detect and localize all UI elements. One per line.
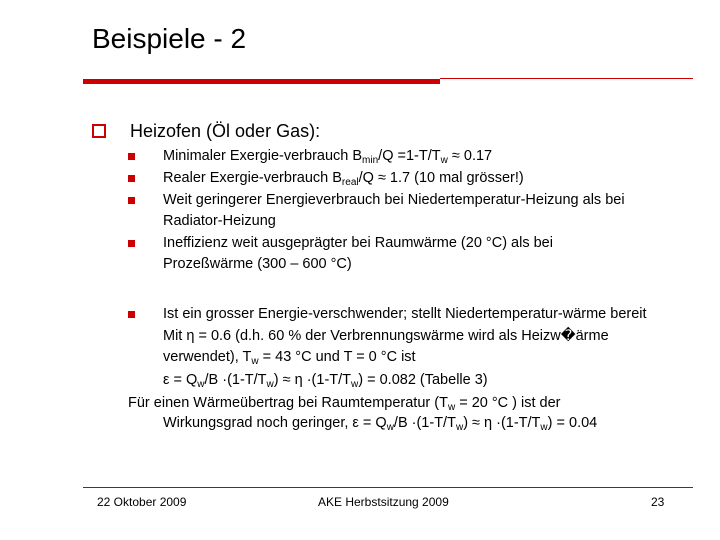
page-number: 23 [651,495,665,509]
title-underline-thin [440,78,693,79]
bullet-text: Realer Exergie-verbrauch $B_{real}/Q \approx 1.7$ (10 mal grösser!) [163,170,524,188]
hollow-square-bullet-icon [92,124,106,138]
para-line: verwendet), $T_w = 43$ °C und T = 0 °C ist [163,349,416,367]
heading-text: Heizofen (Öl oder Gas): [130,121,321,141]
square-bullet-icon [128,311,135,318]
square-bullet-icon [128,197,135,204]
bullet-text: Ineffizienz weit ausgeprägter bei Raumwärme (20 °C) als bei Prozeßwärme (300 – 600 °C) [163,235,553,272]
footer-divider [83,487,693,488]
footer-date: 22 Oktober 2009 [97,495,187,509]
square-bullet-icon [128,175,135,182]
square-bullet-icon [128,240,135,247]
bullet-text: Weit geringerer Energieverbrauch bei Niedertemperatur-Heizung als bei Radiator-Heizung [163,192,625,229]
bullet-text: Minimaler Exergie-verbrauch $B_{min}/Q =1-T/T_w \approx 0.17$ [163,148,493,166]
slide-title: Beispiele - 2 [92,23,247,54]
square-bullet-icon [128,153,135,160]
para-line: Mit η = 0.6 (d.h. 60 % der Verbrennungswärme wird als Heizw�ärme [163,328,609,344]
para-line: Wirkungsgrad noch geringer, $\varepsilon = Q_w/B \cdot(1-T/T_w) \approx \eta \cdot(1-T/T_w) = 0.04$ [163,415,598,433]
para-line: $\varepsilon = Q_w/B \cdot(1-T/T_w) \approx \eta \cdot(1-T/T_w) = 0.082$ (Tabelle 3) [163,372,488,390]
bullet-text: Ist ein grosser Energie-verschwender; stellt Niedertemperatur-wärme bereit [163,306,647,322]
footer-event: AKE Herbstsitzung 2009 [318,495,449,509]
title-underline-thick [83,79,440,84]
para-line: Für einen Wärmeübertrag bei Raumtemperatur ($T_w = 20$ °C ) ist der [128,395,561,413]
